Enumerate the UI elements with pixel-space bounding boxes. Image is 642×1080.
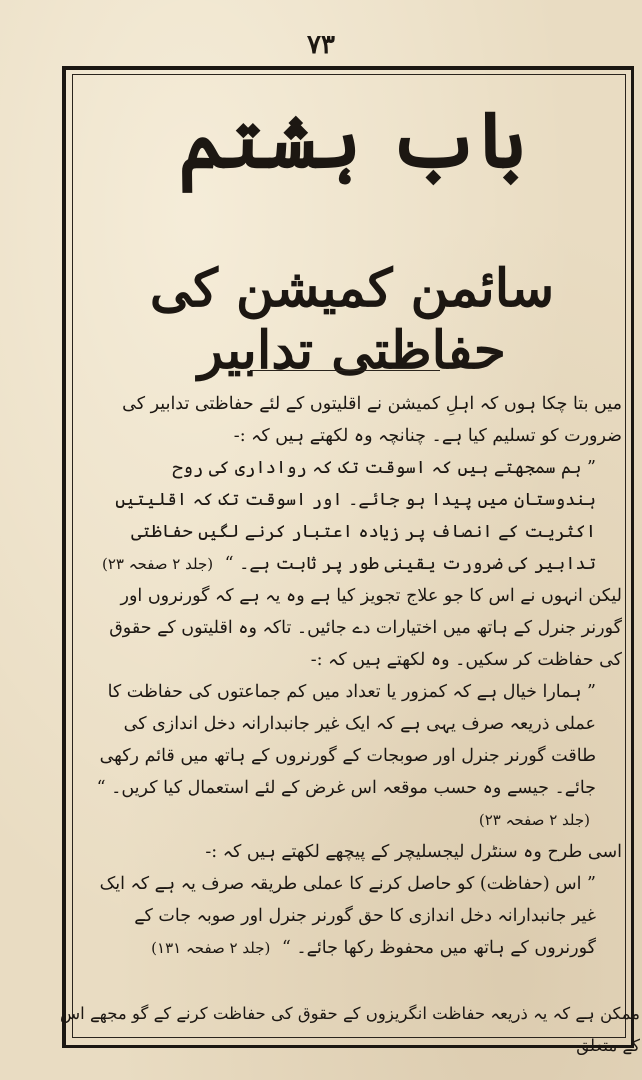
quote-reference: (جلد ۲ صفحہ ۱۳۱) [151,939,271,957]
quote-reference: (جلد ۲ صفحہ ۲۳) [478,811,590,829]
paragraph-2 [82,580,622,676]
paragraph-1 [82,388,622,452]
paragraph-text: میں بتا چکا ہوں کہ اہلِ کمیشن نے اقلیتوں کے لئے حفاظتی تدابیر کی ضرورت کو تسلیم کیا ہے۔ چنانچہ وہ لکھتے ہیں کہ :- [122,394,622,446]
chapter-subtitle: سائمن کمیشن کی حفاظتی تدابیر [149,258,555,382]
body-text [82,388,622,1038]
quote-text: ” ہم سمجھتے ہیں کہ اسوقت تک کہ رواداری کی روح ہندوستان میں پیدا ہو جائے۔ اور اسوقت تک کہ اقلیتیں اکثریت کے انصاف پر زیادہ اعتبار کرنے لگیں حفاظتی تدابیر کی ضرورت یقینی طور پر ثابت ہے۔ “ [115,458,596,574]
paragraph-3 [82,836,622,868]
title-divider [250,370,440,371]
quote-reference: (جلد ۲ صفحہ ۲۳) [101,555,214,573]
quote-3 [82,868,622,964]
quote-text: ” ہمارا خیال ہے کہ کمزور یا تعداد میں کم جماعتوں کی حفاظت کا عملی ذریعہ صرف یہی ہے کہ ایک غیر جانبدارانہ دخل اندازی کی طاقت گورنر جنرل اور صوبجات کے گورنروں کے ہاتھ میں قائم رکھی جائے۔ جیسے وہ حسب موقعہ اس غرض کے لئے استعمال کیا کریں۔ “ [96,682,596,798]
paragraph-text: لیکن انہوں نے اس کا جو علاج تجویز کیا ہے وہ یہ ہے کہ گورنروں اور گورنر جنرل کے ہاتھ میں اختیارات دے جائیں۔ تاکہ وہ اقلیتوں کے حقوق کی حفاظت کر سکیں۔ وہ لکھتے ہیں کہ :- [109,586,622,670]
quote-1 [82,452,622,580]
chapter-title: باب ہشتم [178,95,526,186]
bottom-line-text: ممکن ہے کہ یہ ذریعہ حفاظت انگریزوں کے حقوق کی حفاظت کرنے کے گو مجھے اس کے متعلق [60,1004,640,1055]
page-number: ۷۳ [307,30,335,60]
quote-text: ” اس (حفاظت) کو حاصل کرنے کا عملی طریقہ صرف یہ ہے کہ ایک غیر جانبدارانہ دخل اندازی کا حق گورنر جنرل اور صوبہ جات کے گورنروں کے ہاتھ میں محفوظ رکھا جائے۔ “ [99,874,596,958]
paragraph-text: اسی طرح وہ سنٹرل لیجسلیچر کے پیچھے لکھتے ہیں کہ :- [205,842,622,862]
quote-2 [82,676,622,836]
